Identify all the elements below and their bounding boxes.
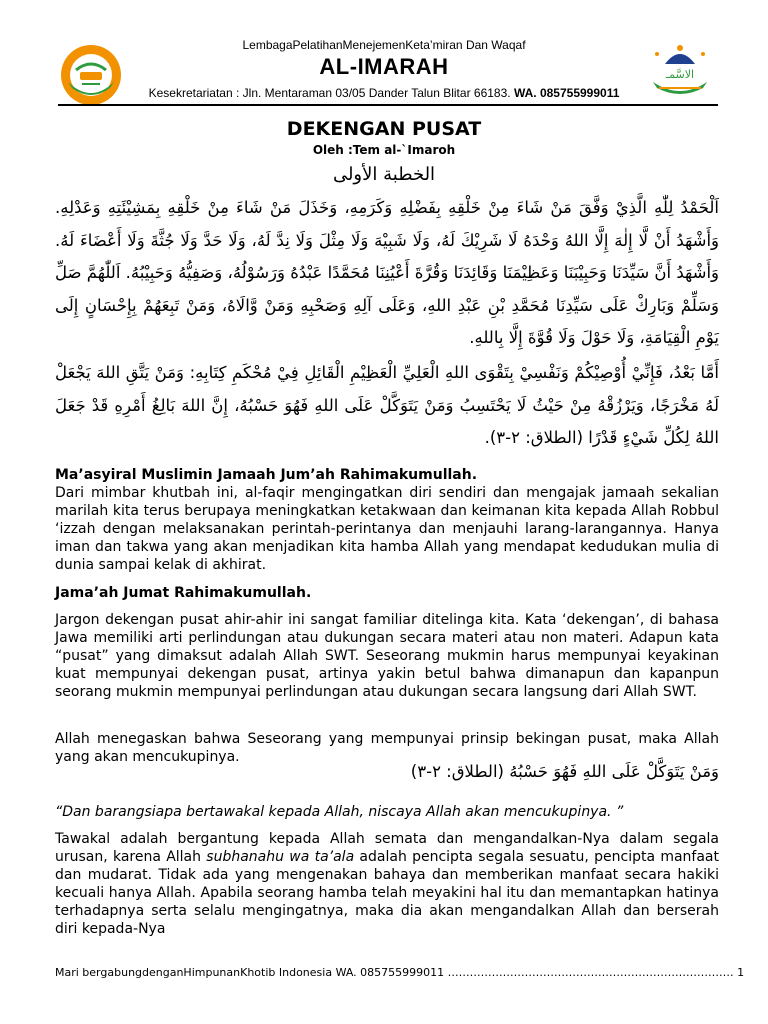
paragraph-2: Jargon dekengan pusat ahir-ahir ini sangat familiar ditelinga kita. Kata ‘dekengan’, di bahasa Jawa memiliki arti perlindungan atau dukungan secara materi atau non materi. Adapun kata “pusat” yang dimaksut adalah Allah SWT. Seseorang mukmin harus mempunyai keyakinan kuat mempunyai dekengan pusat, artinya yakin betul bahwa dimanapun dan kapanpun seorang mukmin mempunyai perlindungan atau dukungan secara langsung dari Allah SWT. xyxy=(55,612,719,700)
greeting-heading-2: Jama’ah Jumat Rahimakumullah. xyxy=(55,585,312,601)
document-title: DEKENGAN PUSAT xyxy=(286,118,482,140)
paragraph-3: Allah menegaskan bahwa Seseorang yang mempunyai prinsip bekingan pusat, maka Allah yang akan mencukupinya. xyxy=(55,731,719,765)
paragraph-4-part-a: Tawakal adalah bergantung kepada Allah semata dan mengandalkan-Nya dalam segala urusan, karena Allah xyxy=(55,831,719,865)
address-whatsapp: WA. 085755999011 xyxy=(513,86,620,100)
organization-name: AL-IMARAH xyxy=(319,54,449,79)
letterhead xyxy=(0,0,768,110)
paragraph-4-italic: subhanahu wa ta’ala xyxy=(206,849,355,865)
logo-right-text: الاسَّمـ xyxy=(665,68,695,81)
organization-tagline: LembagaPelatihanMenejemenKeta’miran Dan Waqaf xyxy=(242,38,526,52)
page-footer xyxy=(55,966,745,979)
arabic-verse: وَمَنْ يَتَوَكَّلْ عَلَى اللهِ فَهُوَ حَسْبُهُ (الطلاق: ٢-٣) xyxy=(410,762,719,781)
paragraph-4 xyxy=(55,830,719,938)
document-byline: Oleh :Tem al-`Imaroh xyxy=(312,143,456,157)
footer-text: Mari bergabungdenganHimpunanKhotib Indonesia WA. 085755999011 xyxy=(55,966,445,979)
greeting-heading-1: Ma’asyiral Muslimin Jamaah Jum’ah Rahimakumullah. xyxy=(55,467,478,483)
paragraph-1: Dari mimbar khutbah ini, al-faqir mengingatkan diri sendiri dan mengajak jamaah sekalian marilah kita terus berupaya meningkatkan ketakwaan dan keimanan kita kepada Allah Robbul ‘izzah dengan melaksanakan perintah-perintanya dan menjauhi larang-larangannya. Hanya iman dan takwa yang akan menjadikan kita hamba Allah yang mendapat kedudukan mulia di dunia sampai kelak di akhirat. xyxy=(55,485,719,573)
footer-leader-dots: …………………………………………………………………… xyxy=(447,966,734,979)
arabic-opening-praise: اَلْحَمْدُ لِلّٰهِ الَّذِيْ وَفَّقَ مَنْ شَاءَ مِنْ خَلْقِهِ بِفَضْلِهِ وَكَرَمِهِ، وَخَذَلَ مَنْ شَاءَ مِنْ خَلْقِهِ بِمَشِيْئَتِهِ وَعَدْلِهِ. وَأَشْهَدُ أَنْ لَّا إِلٰهَ إِلَّا اللهُ وَحْدَهُ لَا شَرِيْكَ لَهُ، وَلَا شَبِيْهَ وَلَا مِثْلَ وَلَا نِدَّ لَهُ، وَلَا حَدَّ وَلَا جُثَّةَ وَلَا أَعْضَاءَ لَهُ. وَأَشْهَدُ أَنَّ سَيِّدَنَا وَحَبِيْبَنَا وَعَظِيْمَنَا وَقَائِدَنَا وَقُرَّةَ أَعْيُنِنَا مُحَمَّدًا عَبْدُهُ وَرَسُوْلُهُ، وَصَفِيُّهُ وَحَبِيْبُهُ. اَللّٰهُمَّ صَلِّ وَسَلِّمْ وَبَارِكْ عَلَى سَيِّدِنَا مُحَمَّدِ بْنِ عَبْدِ اللهِ، وَعَلَى آلِهِ وَصَحْبِهِ وَمَنْ وَّالَاهُ، وَمَنْ تَبِعَهُمْ بِإِحْسَانٍ إِلَى يَوْمِ الْقِيَامَةِ، وَلَا حَوْلَ وَلَا قُوَّةَ إِلَّا بِاللهِ. xyxy=(55,198,719,348)
page-number: 1 xyxy=(737,966,745,979)
arabic-heading: الخطبة الأولى xyxy=(332,164,436,185)
organization-logo-right xyxy=(645,42,715,100)
arabic-amma-bad: أَمَّا بَعْدُ، فَإِنِّيْ أُوْصِيْكُمْ وَنَفْسِيْ بِتَقْوَى اللهِ الْعَلِيِّ الْعَظِيْمِ الْقَائِلِ فِيْ مُحْكَمِ كِتَابِهِ: وَمَنْ يَتَّقِ اللهَ يَجْعَلْ لَهُ مَخْرَجًا، وَيَرْزُقْهُ مِنْ حَيْثُ لَا يَحْتَسِبُ وَمَنْ يَتَوَكَّلْ عَلَى اللهِ فَهُوَ حَسْبُهُ، إِنَّ اللهَ بَالِغُ أَمْرِهِ قَدْ جَعَلَ اللهُ لِكُلِّ شَيْءٍ قَدْرًا (الطلاق: ٢-٣). xyxy=(55,363,719,448)
verse-translation: “Dan barangsiapa bertawakal kepada Allah, niscaya Allah akan mencukupinya. ” xyxy=(55,804,624,820)
letterhead-divider xyxy=(58,104,718,106)
address-text: Kesekretariatan : Jln. Mentaraman 03/05 Dander Talun Blitar 66183. xyxy=(148,86,511,100)
paragraph-4-part-b: adalah pencipta segala sesuatu, pencipta manfaat dan mudarat. Tidak ada yang mengenakan bahaya dan memberikan manfaat secara hakiki kecuali hanya Allah. Apabila seorang hamba telah meyakini hal itu dan memantapkan hatinya terhadapnya serta selalu mengingatnya, maka dia akan mengandalkan Allah dan berserah diri kepada-Nya xyxy=(55,849,719,937)
